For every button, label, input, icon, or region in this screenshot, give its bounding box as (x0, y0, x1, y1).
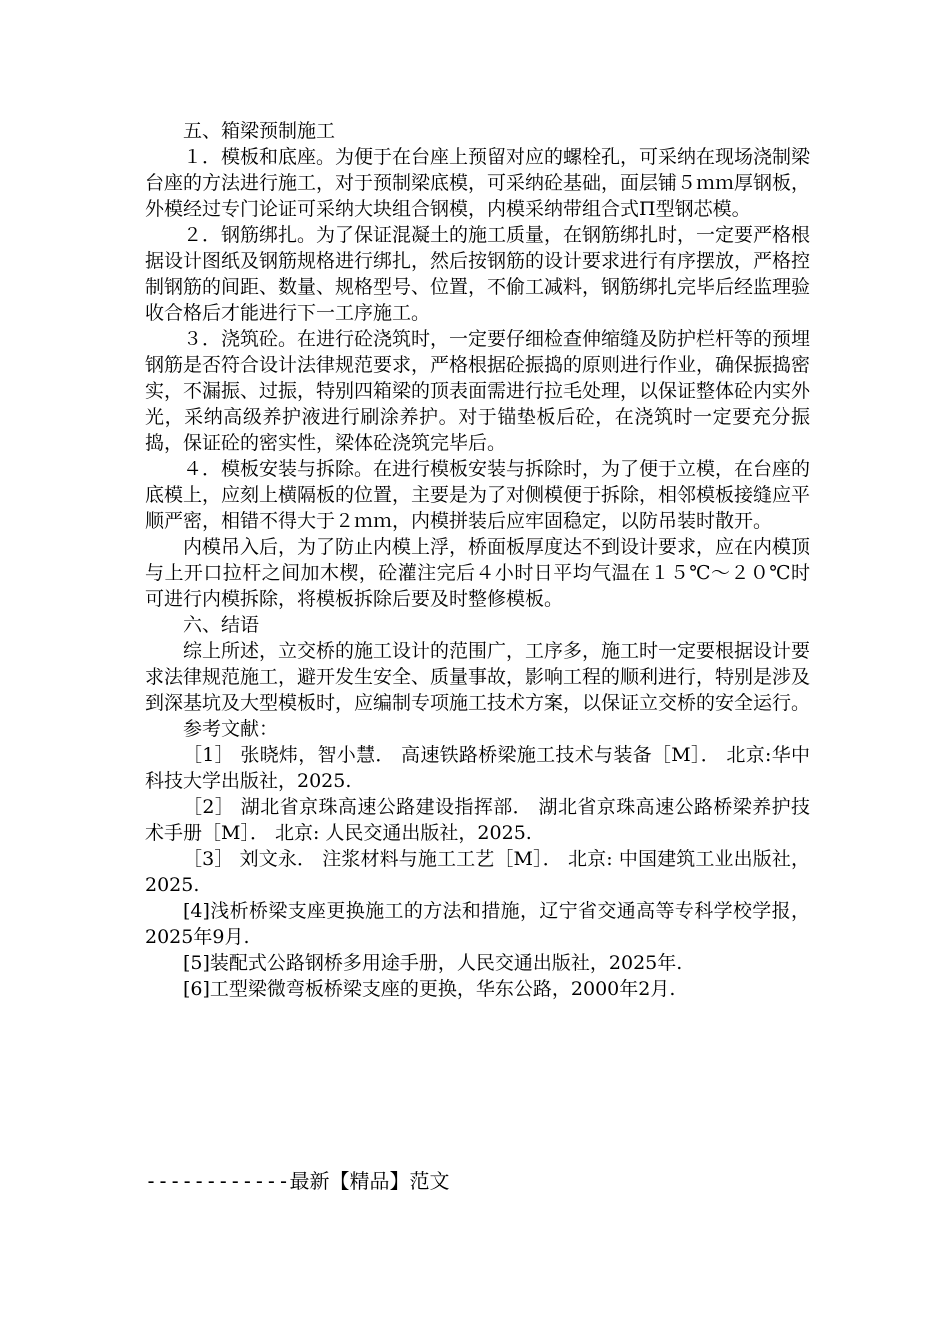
reference-item: [6]工型梁微弯板桥梁支座的更换，华东公路，2000年2月. (183, 978, 676, 1000)
reference-item: [4]浅析桥梁支座更换施工的方法和措施，辽宁省交通高等专科学校学报，2025年9月. (145, 900, 810, 948)
section-heading-box-girder: 五、箱梁预制施工 (183, 120, 336, 142)
reference-item: ［2］ 湖北省京珠高速公路建设指挥部． 湖北省京珠高速公路桥梁养护技术手册［M］． 北京: 人民交通出版社，2025. (145, 796, 810, 844)
reference-item: ［1］ 张晓炜，智小慧． 高速铁路桥梁施工技术与装备［M］． 北京:华中科技大学出版社，2025. (145, 744, 810, 792)
paragraph-formwork-base: １．模板和底座。为便于在台座上预留对应的螺栓孔，可采纳在现场浇制梁台座的方法进行施工，对于预制梁底模，可采纳砼基础，面层铺５ｍｍ厚钢板，外模经过专门论证可采纳大块组合钢模，内模采纳带组合式Π型钢芯模。 (145, 146, 811, 220)
reference-item: ［3］ 刘文永． 注浆材料与施工工艺［M］． 北京: 中国建筑工业出版社，2025. (145, 848, 810, 896)
reference-item: [5]装配式公路钢桥多用途手册，人民交通出版社，2025年. (183, 952, 683, 974)
paragraph-conclusion: 综上所述，立交桥的施工设计的范围广，工序多，施工时一定要根据设计要求法律规范施工，避开发生安全、质量事故，影响工程的顺利进行，特别是涉及到深基坑及大型模板时，应编制专项施工技术方案，以保证立交桥的安全运行。 (145, 640, 811, 714)
paragraph-concrete-pouring: ３．浇筑砼。在进行砼浇筑时，一定要仔细检查伸缩缝及防护栏杆等的预埋钢筋是否符合设计法律规范要求，严格根据砼振捣的原则进行作业，确保振捣密实，不漏振、过振，特别四箱梁的顶表面需进行拉毛处理，以保证整体砼内实外光，采纳高级养护液进行刷涂养护。对于锚垫板后砼，在浇筑时一定要充分振捣，保证砼的密实性，梁体砼浇筑完毕后。 (145, 328, 811, 454)
document-body (145, 118, 810, 1002)
references-heading: 参考文献： (183, 718, 279, 740)
reference-list (145, 742, 810, 1002)
paragraph-formwork-install: ４．模板安装与拆除。在进行模板安装与拆除时，为了便于立模，在台座的底模上，应刻上横隔板的位置，主要是为了对侧模便于拆除，相邻模板接缝应平顺严密，相错不得大于２ｍｍ，内模拼装后应牢固稳定，以防吊装时散开。 (145, 458, 811, 532)
section-heading-conclusion: 六、结语 (183, 614, 260, 636)
paragraph-inner-mold: 内模吊入后，为了防止内模上浮，桥面板厚度达不到设计要求，应在内模顶与上开口拉杆之间加木楔，砼灌注完后４小时日平均气温在１５℃～２０℃时可进行内模拆除，将模板拆除后要及时整修模板。 (145, 536, 811, 610)
footer-banner: ------------最新【精品】范文 (145, 1169, 450, 1193)
paragraph-rebar-binding: ２．钢筋绑扎。为了保证混凝土的施工质量，在钢筋绑扎时，一定要严格根据设计图纸及钢筋规格进行绑扎，然后按钢筋的设计要求进行有序摆放，严格控制钢筋的间距、数量、规格型号、位置，不偷工减料，钢筋绑扎完毕后经监理验收合格后才能进行下一工序施工。 (145, 224, 811, 324)
